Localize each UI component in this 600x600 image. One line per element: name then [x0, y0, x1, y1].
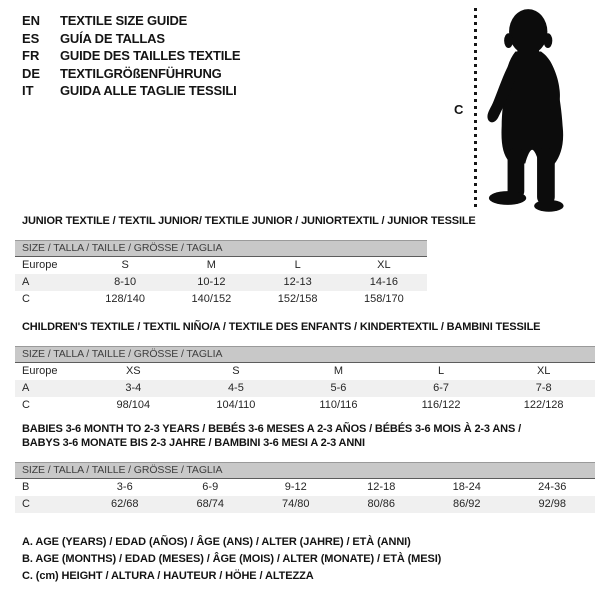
- table-cell: 140/152: [191, 293, 232, 305]
- guide-title: GUIDE DES TAILLES TEXTILE: [60, 48, 241, 64]
- table-row: [15, 380, 595, 397]
- table-cell: 6-7: [433, 382, 450, 394]
- language-row: [22, 65, 240, 83]
- table-cell: 12-18: [367, 481, 396, 493]
- guide-title: GUÍA DE TALLAS: [60, 30, 165, 46]
- language-code: IT: [22, 83, 34, 99]
- height-dotted-line: [474, 8, 477, 208]
- language-code: ES: [22, 30, 40, 46]
- table-cell: 3-4: [125, 382, 142, 394]
- size-header-bar: SIZE / TALLA / TAILLE / GRÖSSE / TAGLIA: [15, 240, 427, 257]
- table-row: [15, 291, 427, 308]
- table-cell: 8-10: [114, 276, 137, 288]
- table-row: [15, 397, 595, 414]
- guide-title: TEXTILE SIZE GUIDE: [60, 13, 188, 28]
- table-cell: M: [206, 259, 216, 271]
- table-cell: 10-12: [197, 276, 226, 288]
- baby-silhouette-icon: [482, 2, 600, 214]
- footnote-line: C. (cm) HEIGHT / ALTURA / HAUTEUR / HÖHE / ALTEZZA: [22, 570, 314, 583]
- table-cell: 116/122: [421, 399, 461, 411]
- size-table-section: [15, 214, 476, 308]
- table-cell: 12-13: [283, 276, 312, 288]
- size-table-section: [15, 422, 595, 513]
- table-cell: XS: [125, 365, 141, 377]
- table-cell: S: [121, 259, 129, 271]
- table-cell: 80/86: [367, 498, 396, 510]
- table-cell: 122/128: [523, 399, 564, 411]
- table-title: CHILDREN'S TEXTILE / TEXTIL NIÑO/A / TEXTILE DES ENFANTS / KINDERTEXTIL / BAMBINI TESSILE: [22, 321, 541, 333]
- table-cell: 9-12: [284, 481, 307, 493]
- footnotes: [22, 534, 441, 586]
- table-cell: 24-36: [538, 481, 567, 493]
- row-label: A: [22, 382, 30, 394]
- size-header-bar: SIZE / TALLA / TAILLE / GRÖSSE / TAGLIA: [15, 462, 595, 479]
- table-cell: XL: [377, 259, 391, 271]
- footnote-line: A. AGE (YEARS) / EDAD (AÑOS) / ÂGE (ANS) / ALTER (JAHRE) / ETÀ (ANNI): [22, 536, 411, 548]
- table-cell: 92/98: [538, 498, 567, 510]
- height-label-c: C: [454, 102, 464, 117]
- table-cell: 98/104: [116, 399, 151, 411]
- row-label: C: [22, 498, 30, 510]
- table-cell: 86/92: [452, 498, 481, 510]
- table-row: [15, 363, 595, 380]
- row-label: C: [22, 293, 30, 305]
- table-cell: 18-24: [452, 481, 481, 493]
- table-cell: S: [232, 365, 240, 377]
- language-row: [22, 47, 240, 65]
- table-cell: 104/110: [216, 399, 256, 411]
- table-cell: 152/158: [277, 293, 318, 305]
- guide-title: GUIDA ALLE TAGLIE TESSILI: [60, 83, 237, 99]
- table-cell: 62/68: [110, 498, 139, 510]
- table-cell: 14-16: [369, 276, 398, 288]
- table-cell: 128/140: [105, 293, 145, 305]
- table-title: BABIES 3-6 MONTH TO 2-3 YEARS / BEBÉS 3-6 MESES A 2-3 AÑOS / BÉBÉS 3-6 MOIS À 2-3 ANS /: [22, 423, 521, 435]
- table-cell: 5-6: [330, 382, 347, 394]
- row-label: Europe: [22, 259, 58, 271]
- row-label: Europe: [22, 365, 58, 377]
- row-label: C: [22, 399, 30, 411]
- table-cell: XL: [536, 365, 551, 377]
- table-cell: 3-6: [116, 481, 133, 493]
- language-row: [22, 12, 240, 30]
- table-row: [15, 274, 427, 291]
- language-code: FR: [22, 48, 40, 64]
- baby-figure-area: [440, 2, 600, 214]
- table-cell: L: [438, 365, 445, 377]
- table-cell: M: [333, 365, 344, 377]
- language-row: [22, 82, 240, 100]
- table-row: [15, 479, 595, 496]
- language-row: [22, 30, 240, 48]
- table-cell: 68/74: [196, 498, 225, 510]
- table-cell: L: [294, 259, 301, 271]
- table-cell: 6-9: [202, 481, 219, 493]
- table-cell: 7-8: [535, 382, 552, 394]
- row-label: A: [22, 276, 30, 288]
- footnote-line: B. AGE (MONTHS) / EDAD (MESES) / ÂGE (MOIS) / ALTER (MONATE) / ETÀ (MESI): [22, 553, 442, 566]
- language-code: EN: [22, 13, 41, 28]
- table-row: [15, 496, 595, 513]
- table-title: BABYS 3-6 MONATE BIS 2-3 JAHRE / BAMBINI 3-6 MESI A 2-3 ANNI: [22, 437, 365, 449]
- table-cell: 158/170: [363, 293, 404, 305]
- table-cell: 74/80: [281, 498, 310, 510]
- language-code: DE: [22, 65, 41, 81]
- size-header-bar: SIZE / TALLA / TAILLE / GRÖSSE / TAGLIA: [15, 346, 595, 363]
- table-cell: 4-5: [227, 382, 244, 394]
- table-title: JUNIOR TEXTILE / TEXTIL JUNIOR/ TEXTILE JUNIOR / JUNIORTEXTIL / JUNIOR TESSILE: [22, 215, 476, 227]
- table-cell: 110/116: [319, 399, 358, 411]
- size-table-section: [15, 320, 595, 414]
- row-label: B: [22, 481, 30, 493]
- table-row: [15, 257, 427, 274]
- guide-title: TEXTILGRÖßENFÜHRUNG: [60, 65, 222, 81]
- language-header: [22, 12, 240, 100]
